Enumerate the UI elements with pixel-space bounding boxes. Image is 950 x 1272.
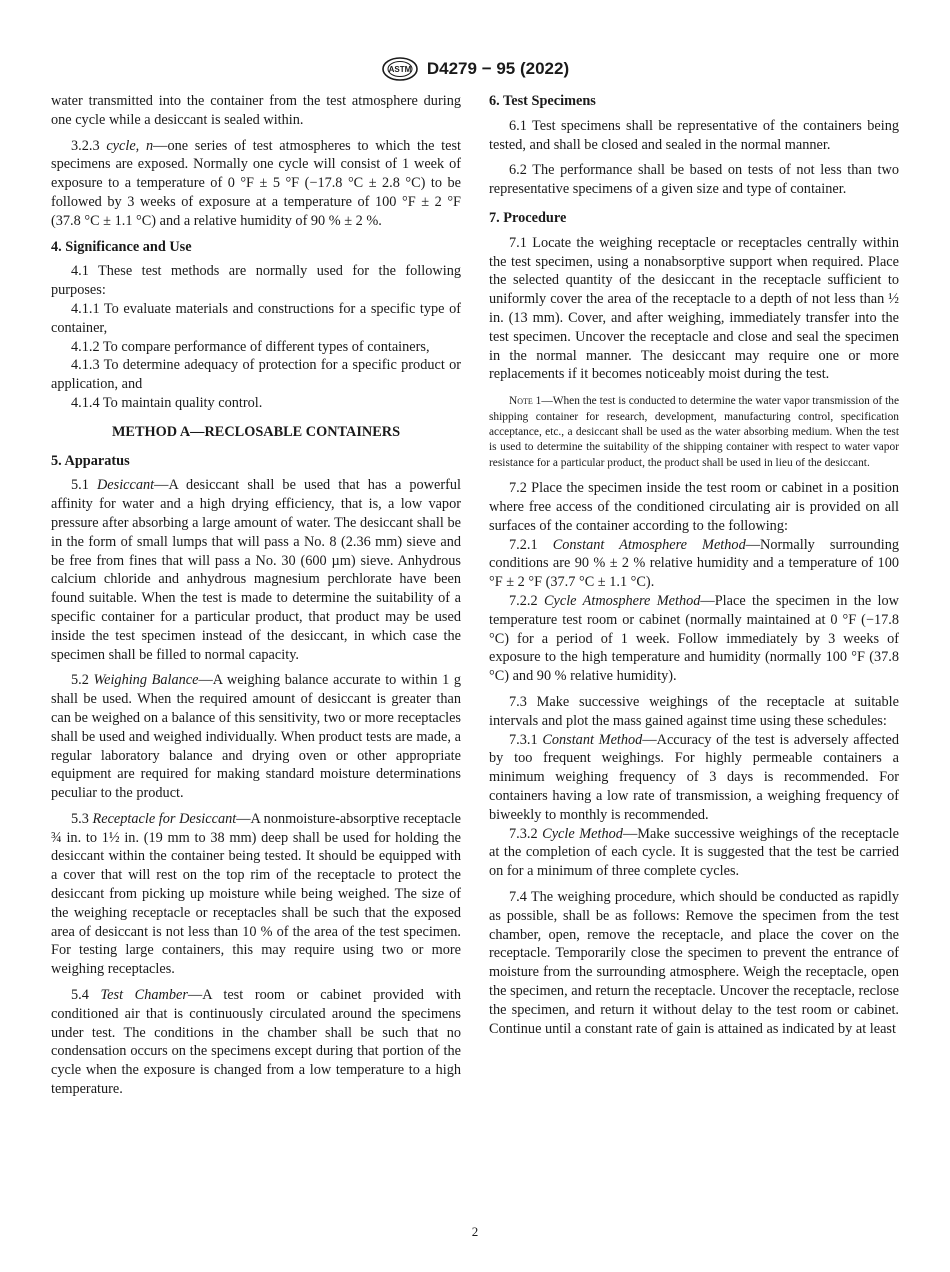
heading-apparatus: 5. Apparatus bbox=[51, 452, 130, 469]
para-7-2: 7.2 Place the specimen inside the test room or cabinet in a position where free access of the conditioned circulating air is provided on all surfaces of the container according to the following: bbox=[489, 480, 899, 534]
defined-term: Weighing Balance bbox=[93, 672, 199, 689]
para-4-1-3: 4.1.3 To determine adequacy of protection for a specific product or application, and bbox=[51, 357, 461, 393]
page-header bbox=[0, 56, 950, 82]
heading-method-a: METHOD A—RECLOSABLE CONTAINERS bbox=[111, 423, 401, 440]
paragraph-text: —Place the specimen in the low temperature test room or cabinet (normally maintained at 0 °F (−17.8 °C) for a period of 1 week. Follow immediately by 3 weeks of exposure to the high temperature and humidity (normally 100 °F (37.8 °C) and 90 % relative humidity). bbox=[489, 592, 899, 685]
para-4-1-2: 4.1.2 To compare performance of different types of containers, bbox=[71, 338, 430, 355]
section-number: 5.2 bbox=[71, 672, 89, 689]
paragraph-text: —A nonmoisture-absorptive receptacle ¾ in. to 1½ in. (19 mm to 38 mm) deep shall be used for holding the desiccant within the container being tested. It should be equipped with a cover that will rest on the top rim of the receptacle to protect the desiccant from picking up moisture while being weighed. The size of the weighing receptacle or receptacles shall be such that the exposed area of desiccant is not less than 10 % of the area of the test specimen. For testing large containers, this may require using two or more weighing receptacles. bbox=[51, 810, 462, 978]
section-number: 7.2.2 bbox=[509, 592, 538, 609]
note-text: —When the test is conducted to determine the water vapor transmission of the shipping container for research, development, manufacturing control, specification acceptance, etc., a desiccant shall be used as the water absorbing medium. When the test is used to determine the suitability of the shipping container with respect to water vapor resistance for a particular product, the product shall be used in lieu of the desiccant. bbox=[489, 395, 899, 469]
paragraph-text: —A weighing balance accurate to within 1 g shall be used. When the required amount of desiccant is greater than can be weighed on a balance of this sensitivity, two or more receptacles shall be used and weighed individually. When product tests are made, a regular laboratory balance and drying oven or other appropriate equipment are required for making standard moisture determinations peculiar to the product. bbox=[51, 672, 461, 802]
defined-term: cycle, n bbox=[106, 137, 154, 154]
para-7-1: 7.1 Locate the weighing receptacle or receptacles centrally within the test specimen, using a nonabsorptive support when required. Place the selected quantity of the desiccant in the receptacle sufficient to uniformly cover the area of the receptacle to a depth of not less than ½ in. (13 mm). Cover, and after weighing, immediately transfer into the test specimen. Uncover the receptacle and close and seal the specimen in the normal manner. The desiccant may require one or more replacements if it becomes noticeably moist during the test. bbox=[489, 234, 899, 383]
section-number: 7.3.1 bbox=[509, 731, 538, 748]
defined-term: Cycle Atmosphere Method bbox=[543, 592, 701, 609]
para-7-2-2 bbox=[489, 592, 899, 686]
paragraph-text: —Normally surrounding conditions are 90 % ± 2 % relative humidity and a temperature of 100 °F ± 2 °F (37.7 °C ± 1.1 °C). bbox=[489, 536, 900, 591]
para-6-1: 6.1 Test specimens shall be representative of the containers being tested, and shall be closed and sealed in the normal manner. bbox=[489, 117, 899, 153]
heading-test-specimens: 6. Test Specimens bbox=[489, 93, 596, 109]
page-number: 2 bbox=[471, 1224, 479, 1239]
section-number: 3.2.3 bbox=[71, 137, 100, 154]
section-number: 5.1 bbox=[71, 477, 89, 494]
para-3-2-3 bbox=[51, 137, 461, 231]
left-column bbox=[51, 92, 461, 1106]
section-number: 7.3.2 bbox=[509, 825, 538, 842]
paragraph-text: —A test room or cabinet provided with conditioned air that is continuously circulated around the specimens under test. The conditions in the chamber shall be such that no condensation occurs on the specimens except during that portion of the cycle when the exposure is changed from a low temperature to a high temperature. bbox=[51, 987, 461, 1098]
para-5-2 bbox=[51, 671, 461, 803]
defined-term: Constant Method bbox=[542, 731, 643, 748]
para-7-3-1 bbox=[489, 731, 899, 825]
para-4-1-4: 4.1.4 To maintain quality control. bbox=[71, 394, 263, 411]
defined-term: Receptacle for Desiccant bbox=[92, 810, 237, 827]
para-5-1 bbox=[51, 476, 461, 664]
para-4-1-1: 4.1.1 To evaluate materials and constructions for a specific type of container, bbox=[51, 300, 461, 336]
para-5-4 bbox=[51, 986, 461, 1099]
heading-significance-and-use: 4. Significance and Use bbox=[51, 238, 192, 255]
astm-logo-icon bbox=[381, 56, 419, 82]
para-6-2: 6.2 The performance shall be based on tests of not less than two representative specimens of a given size and type of container. bbox=[489, 162, 899, 198]
defined-term: Cycle Method bbox=[542, 825, 623, 842]
continued-paragraph: water transmitted into the container from the test atmosphere during one cycle while a desiccant is sealed within. bbox=[51, 93, 461, 128]
standard-designation: D4279 − 95 (2022) bbox=[426, 59, 570, 78]
para-7-2-1 bbox=[489, 536, 899, 592]
astm-logo-text: ASTM bbox=[388, 65, 412, 74]
para-7-3: 7.3 Make successive weighings of the receptacle at suitable intervals and plot the mass gained against time using these schedules: bbox=[489, 693, 899, 729]
definition-text: —one series of test atmospheres to which the test specimens are exposed. Normally one cycle will consist of 1 week of exposure to a temperature of 0 °F ± 5 °F (−17.8 °C ± 2.8 °C) to be followed by 3 weeks of exposure at a temperature of 100 °F ± 2 °F (37.8 °C ± 1.1 °C) and a relative humidity of 90 % ± 2 %. bbox=[51, 137, 462, 229]
right-column bbox=[489, 92, 899, 1038]
section-number: 5.4 bbox=[71, 987, 89, 1004]
para-4-1: 4.1 These test methods are normally used for the following purposes: bbox=[51, 263, 461, 299]
para-7-3-2 bbox=[489, 825, 899, 881]
para-7-4: 7.4 The weighing procedure, which should be conducted as rapidly as possible, shall be as follows: Remove the specimen from the test chamber, open, remove the receptacle, and place the cover on the receptacle. Temporarily close the specimen to prevent the entrance of moisture from the surrounding atmosphere. Weigh the receptacle, open the specimen, and return the receptacle. Uncover the receptacle, reclose the specimen, and return it without delay to the test room or cabinet. Continue until a constant rate of gain is attained as indicated by at least bbox=[489, 888, 899, 1037]
note-label: Note 1 bbox=[509, 395, 542, 408]
note-1 bbox=[489, 394, 899, 471]
defined-term: Constant Atmosphere Method bbox=[552, 536, 746, 553]
paragraph-text: —Accuracy of the test is adversely affected by too frequent weighings. For highly permeable containers a minimum weighing frequency of 3 days is recommended. For containers having a low rate of transmission, a weighing frequency of biweekly to monthly is recommended. bbox=[489, 731, 899, 823]
para-5-3 bbox=[51, 810, 461, 979]
heading-procedure: 7. Procedure bbox=[489, 209, 567, 226]
section-number: 7.2.1 bbox=[509, 536, 538, 553]
paragraph-text: —A desiccant shall be used that has a powerful affinity for water and a high drying efficiency, that is, a low vapor pressure after absorbing a large amount of water. The desiccant shall be in the form of small lumps that will pass a No. 8 (2.36 mm) sieve and be free from fines that will pass a No. 30 (600 µm) sieve. Anhydrous calcium chloride and anhydrous magnesium perchlorate have been found suitable. When the test is made to determine the suitability of a specific container for a particular product, that product may be used inside the test specimen instead of the desiccant, in which case the specimen shall be filled to normal capacity. bbox=[51, 477, 461, 663]
defined-term: Test Chamber bbox=[100, 987, 188, 1004]
defined-term: Desiccant bbox=[96, 477, 155, 494]
paragraph-text: —Make successive weighings of the receptacle at the completion of each cycle. It is suggested that the test be carried on for a minimum of three complete cycles. bbox=[489, 825, 899, 880]
section-number: 5.3 bbox=[71, 810, 89, 827]
